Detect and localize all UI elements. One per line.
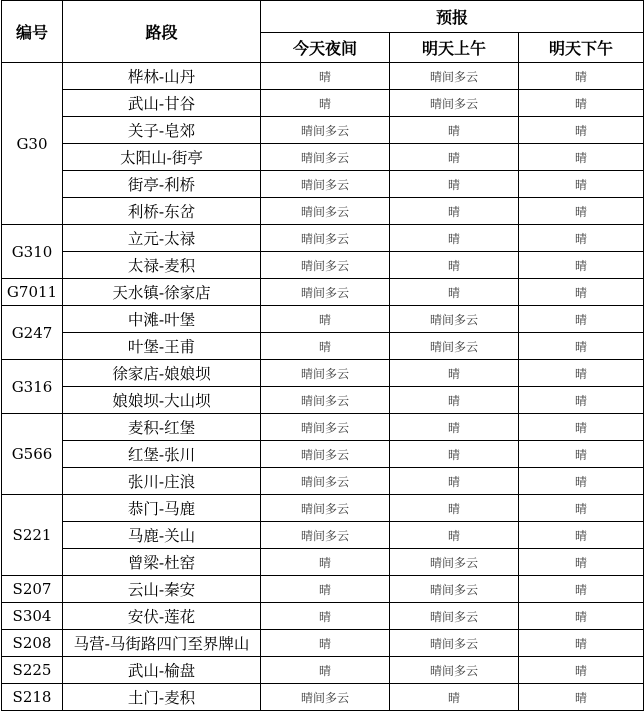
forecast-tomorrow-afternoon: 晴 [519,63,644,90]
road-segment: 土门-麦积 [63,684,261,711]
forecast-tomorrow-afternoon: 晴 [519,144,644,171]
road-segment: 中滩-叶堡 [63,306,261,333]
forecast-tomorrow-afternoon: 晴 [519,603,644,630]
forecast-tomorrow-afternoon: 晴 [519,225,644,252]
road-code: G30 [2,63,63,225]
road-segment: 安伏-莲花 [63,603,261,630]
table-row [2,360,644,387]
table-row [2,198,644,225]
forecast-tonight: 晴 [261,549,390,576]
table-row [2,306,644,333]
table-row [2,441,644,468]
forecast-tomorrow-morning: 晴 [390,198,519,225]
forecast-tonight: 晴间多云 [261,198,390,225]
forecast-tomorrow-afternoon: 晴 [519,414,644,441]
road-segment: 太阳山-街亭 [63,144,261,171]
road-segment: 街亭-利桥 [63,171,261,198]
road-segment: 太禄-麦积 [63,252,261,279]
header-segment: 路段 [63,1,261,63]
road-code: S208 [2,630,63,657]
road-code: S218 [2,684,63,711]
road-code: S221 [2,495,63,576]
forecast-tonight: 晴 [261,630,390,657]
forecast-tonight: 晴间多云 [261,468,390,495]
forecast-tomorrow-morning: 晴 [390,279,519,306]
table-row [2,252,644,279]
forecast-tomorrow-morning: 晴 [390,144,519,171]
forecast-tomorrow-afternoon: 晴 [519,360,644,387]
forecast-tomorrow-morning: 晴 [390,360,519,387]
header-code: 编号 [2,1,63,63]
forecast-tonight: 晴 [261,576,390,603]
forecast-tomorrow-morning: 晴 [390,117,519,144]
forecast-tonight: 晴 [261,306,390,333]
table-row [2,468,644,495]
forecast-tomorrow-morning: 晴 [390,225,519,252]
forecast-tomorrow-morning: 晴间多云 [390,333,519,360]
forecast-tomorrow-afternoon: 晴 [519,549,644,576]
road-segment: 武山-榆盘 [63,657,261,684]
road-code: G310 [2,225,63,279]
road-segment: 红堡-张川 [63,441,261,468]
forecast-tonight: 晴间多云 [261,171,390,198]
road-segment: 天水镇-徐家店 [63,279,261,306]
forecast-tomorrow-afternoon: 晴 [519,576,644,603]
table-body [2,63,644,711]
header-forecast: 预报 [261,1,644,33]
forecast-tomorrow-afternoon: 晴 [519,657,644,684]
forecast-tomorrow-morning: 晴间多云 [390,90,519,117]
forecast-tomorrow-morning: 晴间多云 [390,657,519,684]
forecast-tomorrow-afternoon: 晴 [519,630,644,657]
forecast-tonight: 晴 [261,333,390,360]
forecast-tomorrow-morning: 晴 [390,252,519,279]
forecast-tomorrow-afternoon: 晴 [519,90,644,117]
forecast-tonight: 晴 [261,657,390,684]
table-row [2,90,644,117]
table-row [2,549,644,576]
forecast-tomorrow-afternoon: 晴 [519,684,644,711]
forecast-tomorrow-morning: 晴 [390,522,519,549]
forecast-tomorrow-afternoon: 晴 [519,117,644,144]
forecast-tomorrow-morning: 晴 [390,495,519,522]
forecast-tomorrow-afternoon: 晴 [519,198,644,225]
road-segment: 马营-马街路四门至界牌山 [63,630,261,657]
table-row [2,63,644,90]
table-row [2,657,644,684]
table-row [2,684,644,711]
forecast-tonight: 晴间多云 [261,684,390,711]
table-row [2,279,644,306]
road-segment: 武山-甘谷 [63,90,261,117]
road-weather-forecast-table [1,0,644,711]
forecast-tonight: 晴间多云 [261,441,390,468]
forecast-tonight: 晴间多云 [261,279,390,306]
table-row [2,414,644,441]
header-tomorrow-afternoon: 明天下午 [519,33,644,63]
forecast-tomorrow-afternoon: 晴 [519,333,644,360]
table-row [2,576,644,603]
forecast-tomorrow-morning: 晴 [390,414,519,441]
road-code: G566 [2,414,63,495]
forecast-tomorrow-morning: 晴间多云 [390,549,519,576]
road-code: S225 [2,657,63,684]
forecast-tonight: 晴间多云 [261,414,390,441]
table-header [2,1,644,63]
table-row [2,630,644,657]
table-row [2,117,644,144]
forecast-tonight: 晴间多云 [261,360,390,387]
forecast-tonight: 晴间多云 [261,144,390,171]
road-code: S304 [2,603,63,630]
table-row [2,495,644,522]
table-row [2,522,644,549]
forecast-tomorrow-morning: 晴间多云 [390,603,519,630]
header-tonight: 今天夜间 [261,33,390,63]
forecast-tomorrow-afternoon: 晴 [519,468,644,495]
forecast-tomorrow-morning: 晴 [390,171,519,198]
forecast-tomorrow-afternoon: 晴 [519,387,644,414]
road-code: G7011 [2,279,63,306]
header-tomorrow-morning: 明天上午 [390,33,519,63]
forecast-tonight: 晴间多云 [261,387,390,414]
forecast-tonight: 晴间多云 [261,252,390,279]
forecast-tomorrow-morning: 晴 [390,684,519,711]
road-segment: 叶堡-王甫 [63,333,261,360]
forecast-tonight: 晴间多云 [261,117,390,144]
forecast-tomorrow-morning: 晴间多云 [390,576,519,603]
forecast-tomorrow-afternoon: 晴 [519,495,644,522]
road-code: G247 [2,306,63,360]
road-segment: 利桥-东岔 [63,198,261,225]
forecast-tomorrow-afternoon: 晴 [519,252,644,279]
forecast-tomorrow-afternoon: 晴 [519,171,644,198]
forecast-tonight: 晴间多云 [261,225,390,252]
forecast-tonight: 晴 [261,63,390,90]
road-segment: 徐家店-娘娘坝 [63,360,261,387]
table-row [2,144,644,171]
road-segment: 关子-皂郊 [63,117,261,144]
road-segment: 马鹿-关山 [63,522,261,549]
forecast-tonight: 晴 [261,603,390,630]
road-segment: 娘娘坝-大山坝 [63,387,261,414]
forecast-tomorrow-afternoon: 晴 [519,279,644,306]
road-code: S207 [2,576,63,603]
forecast-tomorrow-morning: 晴间多云 [390,63,519,90]
road-segment: 云山-秦安 [63,576,261,603]
forecast-tonight: 晴 [261,90,390,117]
forecast-tomorrow-morning: 晴 [390,441,519,468]
table-row [2,333,644,360]
road-segment: 曾梁-杜窑 [63,549,261,576]
forecast-tomorrow-morning: 晴 [390,387,519,414]
road-segment: 麦积-红堡 [63,414,261,441]
road-segment: 桦林-山丹 [63,63,261,90]
road-segment: 恭门-马鹿 [63,495,261,522]
table-row [2,387,644,414]
forecast-tomorrow-morning: 晴间多云 [390,630,519,657]
forecast-tonight: 晴间多云 [261,522,390,549]
road-segment: 立元-太禄 [63,225,261,252]
table-row [2,225,644,252]
forecast-tomorrow-morning: 晴 [390,468,519,495]
table-row [2,171,644,198]
forecast-tomorrow-afternoon: 晴 [519,441,644,468]
forecast-tomorrow-afternoon: 晴 [519,522,644,549]
forecast-tomorrow-morning: 晴间多云 [390,306,519,333]
road-segment: 张川-庄浪 [63,468,261,495]
forecast-tomorrow-afternoon: 晴 [519,306,644,333]
table-row [2,603,644,630]
road-code: G316 [2,360,63,414]
forecast-tonight: 晴间多云 [261,495,390,522]
